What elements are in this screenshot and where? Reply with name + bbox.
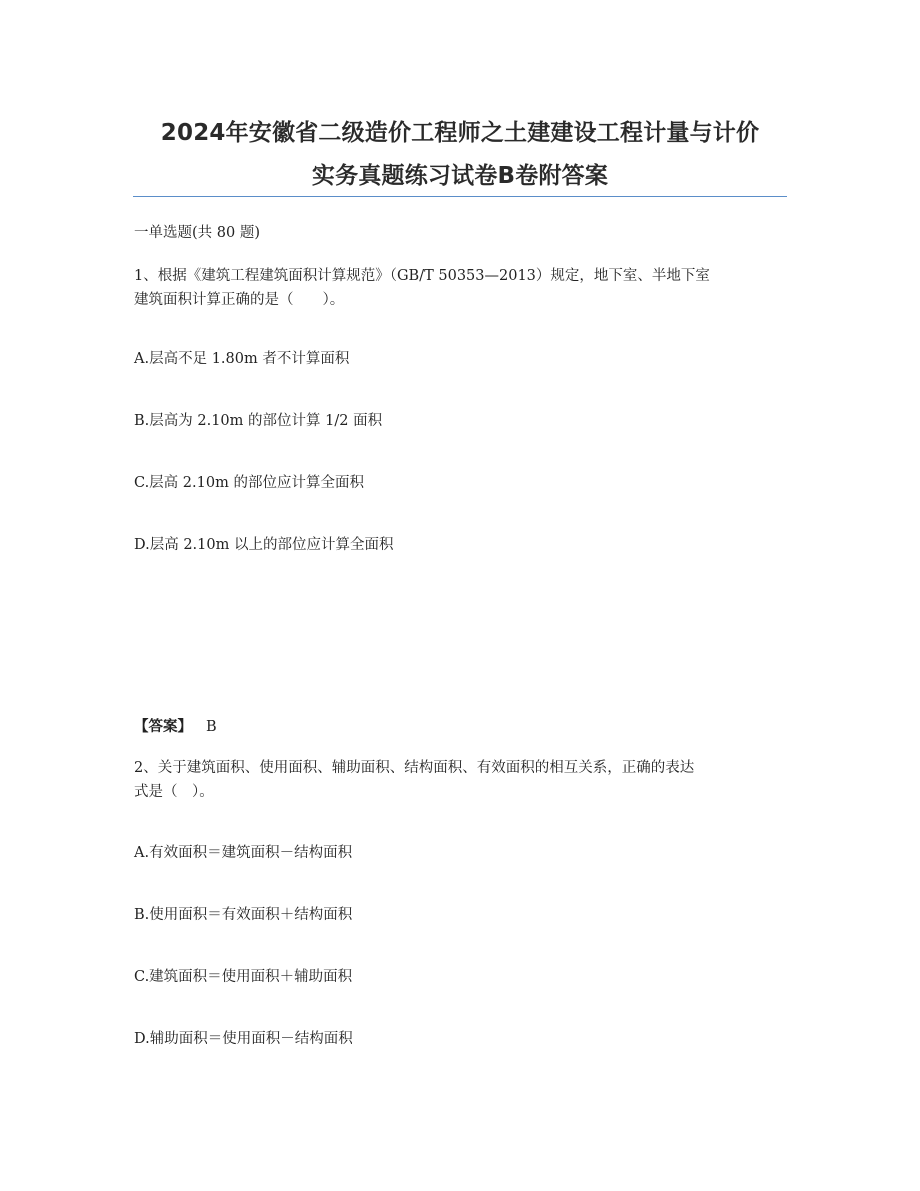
answer-label: 【答案】: [134, 718, 192, 735]
title-divider: [133, 196, 787, 197]
question-1-option-c: C.层高 2.10m 的部位应计算全面积: [134, 475, 364, 491]
question-1-option-b: B.层高为 2.10m 的部位计算 1/2 面积: [134, 413, 383, 429]
question-1-option-a: A.层高不足 1.80m 者不计算面积: [134, 351, 350, 367]
document-title: [120, 112, 800, 198]
section-header: 一单选题(共 80 题): [134, 225, 260, 241]
answer-value: B: [206, 719, 217, 735]
question-2-stem-line-2: 式是（ ）。: [134, 784, 214, 800]
question-1-answer: [134, 716, 217, 738]
question-2-option-b: B.使用面积＝有效面积＋结构面积: [134, 907, 353, 923]
question-2-option-d: D.辅助面积＝使用面积－结构面积: [134, 1031, 353, 1047]
question-2-stem-line-1: 2、关于建筑面积、使用面积、辅助面积、结构面积、有效面积的相互关系，正确的表达: [134, 760, 695, 776]
title-line-2: 实务真题练习试卷B卷附答案: [311, 163, 609, 189]
question-2-option-a: A.有效面积＝建筑面积－结构面积: [134, 845, 353, 861]
question-2-option-c: C.建筑面积＝使用面积＋辅助面积: [134, 969, 353, 985]
title-line-1: 2024年安徽省二级造价工程师之土建建设工程计量与计价: [160, 120, 760, 146]
question-1-option-d: D.层高 2.10m 以上的部位应计算全面积: [134, 537, 394, 553]
question-1-stem-line-1: 1、根据《建筑工程建筑面积计算规范》（GB/T 50353—2013）规定，地下室、半地下室: [134, 268, 710, 284]
question-1-stem-line-2: 建筑面积计算正确的是（ ）。: [134, 292, 345, 308]
